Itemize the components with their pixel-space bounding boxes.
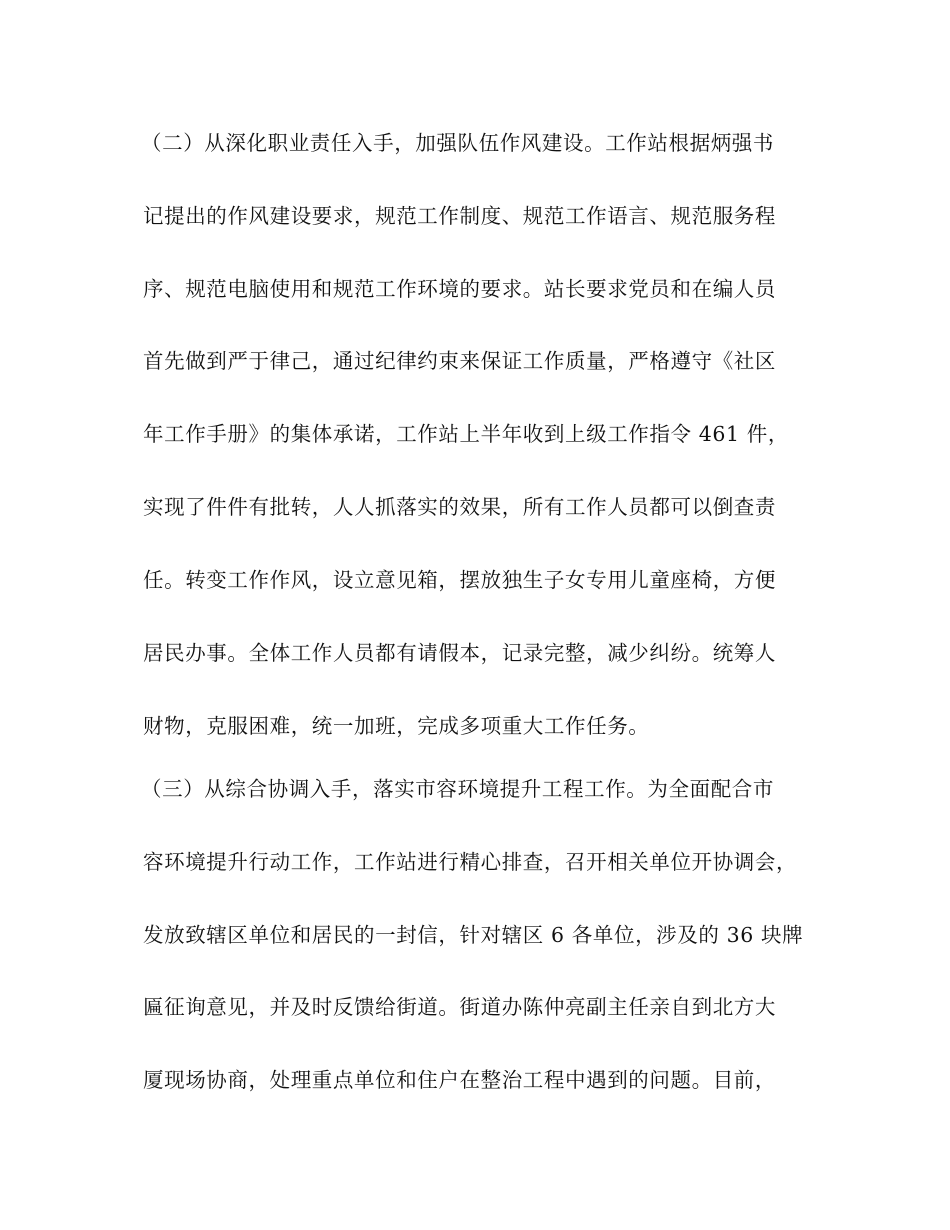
paragraph-line: 任。转变工作作风，设立意见箱，摆放独生子女专用儿童座椅，方便 <box>143 568 776 592</box>
paragraph-line: 容环境提升行动工作，工作站进行精心排查，召开相关单位开协调会， <box>143 850 798 874</box>
paragraph-line: 发放致辖区单位和居民的一封信，针对辖区 6 各单位，涉及的 36 块牌 <box>143 923 804 947</box>
paragraph-line: 财物，克服困难，统一加班，完成多项重大工作任务。 <box>143 714 650 738</box>
paragraph-line: （三）从综合协调入手，落实市容环境提升工程工作。为全面配合市 <box>141 777 774 801</box>
paragraph-line: 居民办事。全体工作人员都有请假本，记录完整，减少纠纷。统筹人 <box>143 641 776 665</box>
paragraph-line: 厦现场协商，处理重点单位和住户在整治工程中遇到的问题。目前， <box>143 1068 776 1092</box>
paragraph-line: 年工作手册》的集体承诺，工作站上半年收到上级工作指令 461 件， <box>143 422 789 446</box>
paragraph-line: （二）从深化职业责任入手，加强队伍作风建设。工作站根据炳强书 <box>141 131 774 155</box>
paragraph-line: 实现了件件有批转，人人抓落实的效果，所有工作人员都可以倒查责 <box>143 495 776 519</box>
paragraph-line: 序、规范电脑使用和规范工作环境的要求。站长要求党员和在编人员 <box>143 277 776 301</box>
paragraph-line: 记提出的作风建设要求，规范工作制度、规范工作语言、规范服务程 <box>143 204 776 228</box>
paragraph-line: 首先做到严于律己，通过纪律约束来保证工作质量，严格遵守《社区 <box>143 349 776 373</box>
paragraph-line: 匾征询意见，并及时反馈给街道。街道办陈仲亮副主任亲自到北方大 <box>143 995 776 1019</box>
